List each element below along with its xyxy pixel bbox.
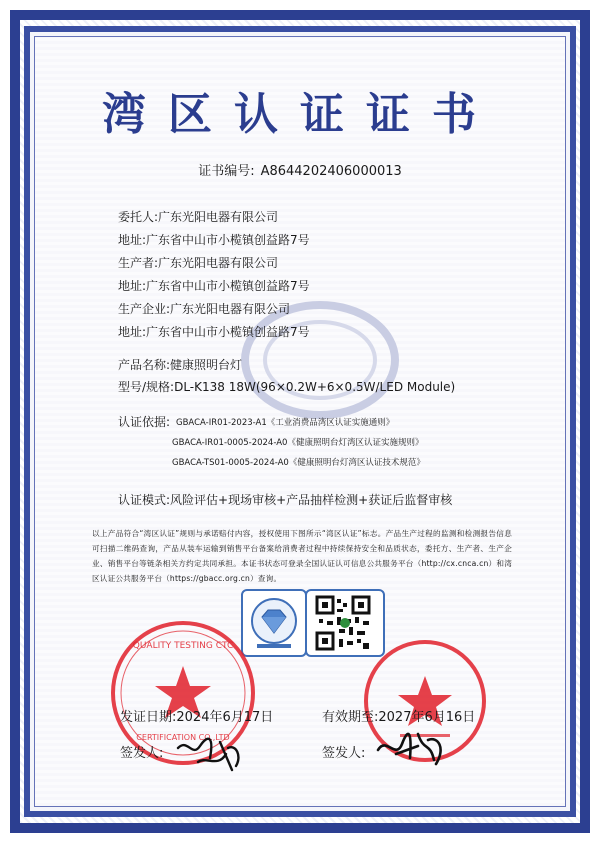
certification-statement: 以上产品符合“湾区认证”规则与承诺赔付内容，授权使用下图所示“湾区认证”标志。产品生产过程的监测和检测报告信息可扫描二维码查询，产品从装车运输到销售平台备案给消费者过程中持续保持安全和品质状态，委托方、生产者、生产企业、销售平台等链条相关方约定共同承担。本证书状态可登录全国认证认可信息公共服务平台（http://cx.cnca.cn）和湾区认证公共服务平台（https://gbacc.org.cn）查询。 — [92, 529, 512, 583]
client-address-value: 广东省中山市小榄镇创益路7号 — [146, 233, 310, 247]
issue-date-value: 2024年6月17日 — [176, 710, 274, 725]
manufacturer-address-label: 地址: — [118, 325, 147, 339]
watermark-emblem-icon — [240, 300, 400, 420]
manufacturer-field — [118, 300, 290, 317]
issue-date-label: 发证日期: — [120, 710, 177, 725]
manufacturer-label: 生产企业: — [118, 302, 171, 316]
signer-right-label: 签发人: — [322, 746, 366, 761]
signer-left-label: 签发人: — [120, 746, 164, 761]
svg-text:CERTIFICATION CO.,LTD: CERTIFICATION CO.,LTD — [136, 733, 230, 742]
basis-item: GBACA-IR01-2023-A1《工业消费品湾区认证实施通则》 — [176, 418, 395, 428]
producer-address-value: 广东省中山市小榄镇创益路7号 — [146, 279, 310, 293]
mode-value: 风险评估+现场审核+产品抽样检测+获证后监督审核 — [170, 493, 453, 507]
product-model-label: 型号/规格: — [118, 380, 175, 394]
client-value: 广东光阳电器有限公司 — [158, 210, 279, 224]
manufacturer-value: 广东光阳电器有限公司 — [170, 302, 291, 316]
right-handwritten-signature — [372, 724, 452, 774]
certificate-title: 湾区认证证书 — [102, 89, 498, 140]
svg-text:QUALITY TESTING CTC: QUALITY TESTING CTC — [132, 641, 234, 651]
cert-number-value: A8644202406000013 — [260, 164, 402, 179]
producer-field — [118, 254, 278, 271]
basis-label: 认证依据: — [118, 415, 171, 429]
client-label: 委托人: — [118, 210, 159, 224]
product-name-field — [118, 356, 242, 373]
expiry-date-value: 2027年6月16日 — [378, 710, 476, 725]
expiry-date-label: 有效期至: — [322, 710, 379, 725]
issue-date — [120, 706, 273, 725]
manufacturer-address-value: 广东省中山市小榄镇创益路7号 — [146, 325, 310, 339]
certification-mode — [118, 491, 452, 508]
product-model-value: DL-K138 18W(96×0.2W+6×0.5W/LED Module) — [174, 380, 456, 394]
mode-label: 认证模式: — [118, 493, 171, 507]
product-model-field — [118, 378, 455, 395]
producer-label: 生产者: — [118, 256, 159, 270]
basis-item: GBACA-TS01-0005-2024-A0《健康照明台灯湾区认证技术规范》 — [172, 458, 425, 468]
expiry-date — [322, 706, 475, 725]
client-address-label: 地址: — [118, 233, 147, 247]
manufacturer-address-field — [118, 323, 310, 340]
producer-address-field — [118, 277, 310, 294]
basis-item: GBACA-IR01-0005-2024-A0《健康照明台灯湾区认证实施规则》 — [172, 438, 424, 448]
cert-number — [0, 160, 600, 179]
product-name-label: 产品名称: — [118, 358, 171, 372]
producer-value: 广东光阳电器有限公司 — [158, 256, 279, 270]
producer-address-label: 地址: — [118, 279, 147, 293]
client-address-field — [118, 231, 310, 248]
product-name-value: 健康照明台灯 — [170, 358, 243, 372]
client-field — [118, 208, 278, 225]
left-handwritten-signature — [170, 728, 250, 778]
cert-number-label: 证书编号: — [198, 164, 255, 179]
